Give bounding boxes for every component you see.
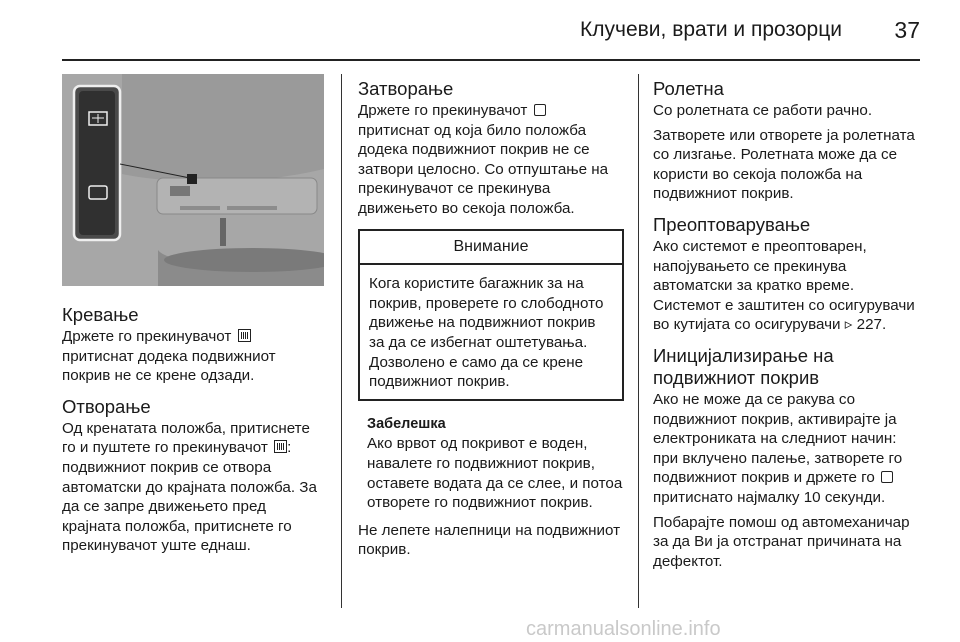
header-rule: [62, 59, 920, 61]
sunroof-switch-illustration: [62, 74, 324, 286]
text-span: Од кренатата положба, притиснете го и пуштете го прекинувачот: [62, 419, 310, 457]
paragraph-initialize: [653, 390, 923, 508]
warning-text: Дозволено е само да се крене подвижниот покрив.: [369, 353, 584, 391]
sunroof-switch-drawing: [62, 74, 324, 286]
tilt-switch-icon: [274, 440, 287, 453]
warning-body: [360, 265, 622, 399]
note-box: [358, 415, 624, 513]
paragraph-tilt: [62, 327, 324, 386]
paragraph-overload: [653, 237, 923, 335]
paragraph-stickers: Не лепете налепници на подвижниот покрив.: [358, 521, 621, 559]
section-heading-sunblind: Ролетна: [653, 78, 724, 99]
note-text: Ако врвот од покривот е воден, навалете го подвижниот покрив, оставете водата да се слее, и потоа отворете го подвижниот покрив.: [367, 435, 623, 512]
close-switch-icon: [881, 471, 893, 483]
column-left: [62, 74, 324, 561]
text-span: Ако не може да се ракува со подвижниот покрив, активирајте ја електрониката на следниот начин: при вклучено палење, затворете го подвижниот покрив и држете го: [653, 390, 903, 487]
paragraph-sunblind: Со ролетната се работи рачно.: [653, 102, 873, 119]
text-span: Ако системот е преоптоварен, напојувањето се прекинува автоматски за кратко време. Системот е заштитен со осигурувачи во кутијата со осигурувачи: [653, 237, 915, 334]
tilt-switch-icon: [238, 329, 251, 342]
text-span: : подвижниот покрив се отвора автоматски до крајната положба. За да се запре движењето пред крајната положба, притиснете го прекинувачот уште еднаш.: [62, 439, 317, 555]
paragraph-open: [62, 419, 324, 556]
section-heading-overload: Преоптоварување: [653, 213, 811, 235]
text-span: притиснат од која било положба додека подвижниот покрив не се затвори целосно. Со отпуштање на прекинувачот се прекинува движењето во секоја положба.: [358, 121, 609, 217]
close-switch-icon: [534, 104, 546, 116]
page-number: 37: [894, 17, 920, 43]
text-span: притиснат додека подвижниот покрив не се крене одзади.: [62, 347, 276, 385]
header-title: Клучеви, врати и прозорци: [580, 18, 842, 41]
section-heading-close: Затворање: [358, 78, 454, 99]
paragraph-sunblind-use: Затворете или отворете ја ролетната со лизгање. Ролетната може да се користи во секоја положба на подвижниот покрив.: [653, 126, 915, 203]
page-header: [0, 0, 960, 62]
column-right: [653, 74, 923, 576]
section-heading-open: Отворање: [62, 395, 151, 417]
paragraph-close: [358, 101, 624, 219]
text-span: Држете го прекинувачот: [358, 102, 528, 119]
warning-box: [358, 229, 624, 401]
column-middle: [358, 74, 624, 565]
page-ref-arrow-icon: ▹: [844, 316, 853, 334]
note-title: Забелешка: [367, 415, 446, 432]
text-span: Држете го прекинувачот: [62, 328, 232, 345]
warning-text: Кога користите багажник за на покрив, проверете го слободното движење на подвижниот покрив за да се избегнат оштетувања.: [369, 275, 604, 351]
column-divider: [341, 74, 342, 608]
section-heading-initialize: Иницијализирање на подвижниот покрив: [653, 344, 834, 388]
warning-title: Внимание: [360, 231, 622, 266]
column-divider: [638, 74, 639, 608]
watermark: carmanualsonline.info: [526, 618, 721, 640]
section-heading-tilt: Кревање: [62, 304, 139, 325]
page-reference-link[interactable]: 227.: [856, 316, 887, 334]
text-span: притиснато најмалку 10 секунди.: [653, 488, 886, 506]
paragraph-help: Побарајте помош од автомеханичар за да Ви ја отстранат причината на дефектот.: [653, 513, 910, 570]
